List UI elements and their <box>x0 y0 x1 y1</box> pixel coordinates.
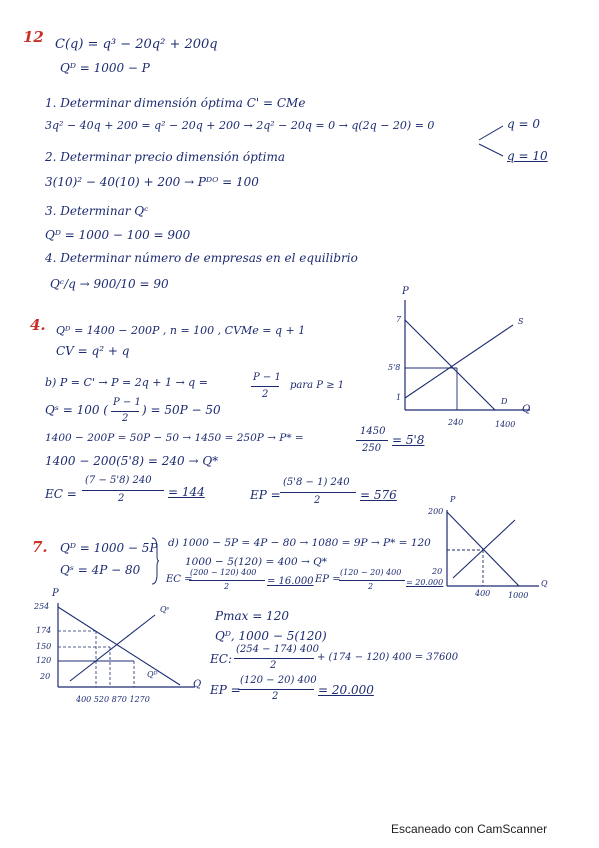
p7-supply: Qˢ = 4P − 80 <box>60 563 141 577</box>
p7-big-tick-y4: 20 <box>40 672 51 681</box>
p4-price-frac-num: 1450 <box>360 426 386 437</box>
p4-supply-a: Qˢ = 100 ( <box>45 403 108 417</box>
p7-ec2-num: (254 − 174) 400 <box>236 644 319 655</box>
p4-q-frac-bar <box>251 386 279 387</box>
p4-ep-num: (5'8 − 1) 240 <box>283 477 350 488</box>
p7-quantity: 1000 − 5(120) = 400 → Q* <box>185 556 327 568</box>
problem-4-number: 4. <box>30 316 46 334</box>
p4-ec-bar <box>82 490 164 491</box>
p7-big-tick-y2: 150 <box>36 642 52 651</box>
p4-supply-b: ) = 50P − 50 <box>142 403 221 417</box>
p7-ec2-label: EC: <box>210 652 232 666</box>
p4-tick-1400: 1400 <box>495 420 516 429</box>
step-4-title: 4. Determinar número de empresas en el equilibrio <box>45 251 358 265</box>
p7-ep2-label: EP = <box>210 683 241 697</box>
demand-function: Qᴰ = 1000 − P <box>60 61 150 75</box>
p7-ep2-value: = 20.000 <box>318 683 374 697</box>
root-q-zero: q = 0 <box>507 117 540 131</box>
p4-q-frac-num: P − 1 <box>253 372 281 383</box>
p7-ep-label: EP = <box>315 574 341 585</box>
step-1-equation: 3q² − 40q + 200 = q² − 20q + 200 → 2q² − 20q = 0 → q(2q − 20) = 0 <box>45 119 435 132</box>
p7-big-tick-y0: 254 <box>34 602 50 611</box>
p7-ep-bar <box>339 580 405 581</box>
p4-cost-line: CV = q² + q <box>56 344 130 358</box>
root-q-ten: q = 10 <box>507 149 548 163</box>
scanner-watermark: Escaneado con CamScanner <box>391 822 548 836</box>
p4-supply-frac-den: 2 <box>122 413 129 424</box>
p7-ec2-den: 2 <box>270 660 277 671</box>
p7-ep-num: (120 − 20) 400 <box>340 568 402 577</box>
p7-ec-value: = 16.000 <box>267 576 314 587</box>
problem-7-number: 7. <box>32 538 48 556</box>
p7-qd-at-pmax: Qᴰ, 1000 − 5(120) <box>215 629 327 643</box>
p4-demand-line: Qᴰ = 1400 − 200P , n = 100 , CVMe = q + 1 <box>56 324 306 337</box>
p7-part-d: d) 1000 − 5P = 4P − 80 → 1080 = 9P → P* = 120 <box>168 537 431 549</box>
p4-supply-demand-graph <box>385 290 545 430</box>
step-1-title: 1. Determinar dimensión óptima C' = CMe <box>45 96 306 110</box>
p7-ec-label: EC = <box>166 574 193 585</box>
p4-ec-label: EC = <box>45 487 77 501</box>
root-branch-arrows <box>477 122 507 162</box>
p4-supply-frac-num: P − 1 <box>113 397 141 408</box>
p7-ec-num: (200 − 120) 400 <box>190 568 257 577</box>
p4-ec-num: (7 − 5'8) 240 <box>85 475 152 486</box>
p7-small-tick-200: 200 <box>428 507 444 516</box>
p7-big-x-ticks: 400 520 870 1270 <box>76 695 150 704</box>
p4-tick-7: 7 <box>396 315 402 324</box>
p7-small-axis-q: Q <box>541 579 548 588</box>
p4-price-frac-den: 250 <box>362 443 382 454</box>
p7-demand: Qᴰ = 1000 − 5P <box>60 541 158 555</box>
p4-q-frac-den: 2 <box>262 389 269 400</box>
p4-equilibrium-a: 1400 − 200P = 50P − 50 → 1450 = 250P → P* = <box>45 432 304 444</box>
p4-domain-note: para P ≥ 1 <box>290 380 345 391</box>
p4-tick-58: 5'8 <box>388 363 401 372</box>
p4-supply-frac-bar <box>111 411 139 412</box>
p7-small-tick-1000: 1000 <box>508 591 529 600</box>
p7-price-ceiling-graph <box>30 595 200 705</box>
step-3-title: 3. Determinar Qᶜ <box>45 204 149 218</box>
p4-price-frac-bar <box>356 440 388 441</box>
p7-system-brace <box>150 536 160 586</box>
p7-small-tick-400: 400 <box>475 589 491 598</box>
p7-big-tick-y3: 120 <box>36 656 52 665</box>
p7-ep2-bar <box>238 689 314 690</box>
p4-part-b: b) P = C' → P = 2q + 1 → q = <box>45 376 208 389</box>
p4-ep-label: EP = <box>250 488 281 502</box>
p7-big-demand-label: Qᴰ <box>147 670 158 679</box>
problem-12-number: 12 <box>23 28 44 46</box>
p4-demand-label: D <box>501 397 508 406</box>
p4-axis-p: P <box>402 286 409 297</box>
p7-big-supply-label: Qˢ <box>160 605 170 614</box>
p4-ep-den: 2 <box>314 495 321 506</box>
p7-big-axis-q: Q <box>193 679 202 690</box>
p4-supply-label: S <box>518 317 524 326</box>
p4-ec-den: 2 <box>118 493 125 504</box>
p7-small-tick-20: 20 <box>432 567 443 576</box>
p4-axis-q: Q <box>522 404 531 415</box>
p4-tick-240: 240 <box>448 418 464 427</box>
p7-pmax: Pmax = 120 <box>215 609 289 623</box>
p7-ec2-value: + (174 − 120) 400 = 37600 <box>317 652 459 663</box>
step-2-equation: 3(10)² − 40(10) + 200 → Pᴰᴼ = 100 <box>45 175 259 189</box>
step-4-equation: Qᶜ/q → 900/10 = 90 <box>50 277 169 291</box>
p4-tick-1: 1 <box>396 393 402 402</box>
p4-ep-bar <box>280 492 356 493</box>
p7-ep2-num: (120 − 20) 400 <box>240 675 317 686</box>
p4-quantity-line: 1400 − 200(5'8) = 240 → Q* <box>45 454 219 468</box>
p7-ep-value: = 20.000 <box>406 578 444 587</box>
p7-small-axis-p: P <box>450 495 456 504</box>
p7-ec2-bar <box>234 658 314 659</box>
step-3-equation: Qᴰ = 1000 − 100 = 900 <box>45 228 191 242</box>
p7-ec-den: 2 <box>224 582 230 591</box>
p4-price-result: = 5'8 <box>392 433 425 447</box>
p4-ec-value: = 144 <box>168 485 205 499</box>
p7-ep2-den: 2 <box>272 691 279 702</box>
step-2-title: 2. Determinar precio dimensión óptima <box>45 150 286 164</box>
p7-big-tick-y1: 174 <box>36 626 52 635</box>
p7-ep-den: 2 <box>368 582 374 591</box>
cost-function: C(q) = q³ − 20q² + 200q <box>55 37 218 52</box>
p7-ec-bar <box>189 580 265 581</box>
p7-big-axis-p: P <box>52 588 59 599</box>
p4-ep-value: = 576 <box>360 488 397 502</box>
